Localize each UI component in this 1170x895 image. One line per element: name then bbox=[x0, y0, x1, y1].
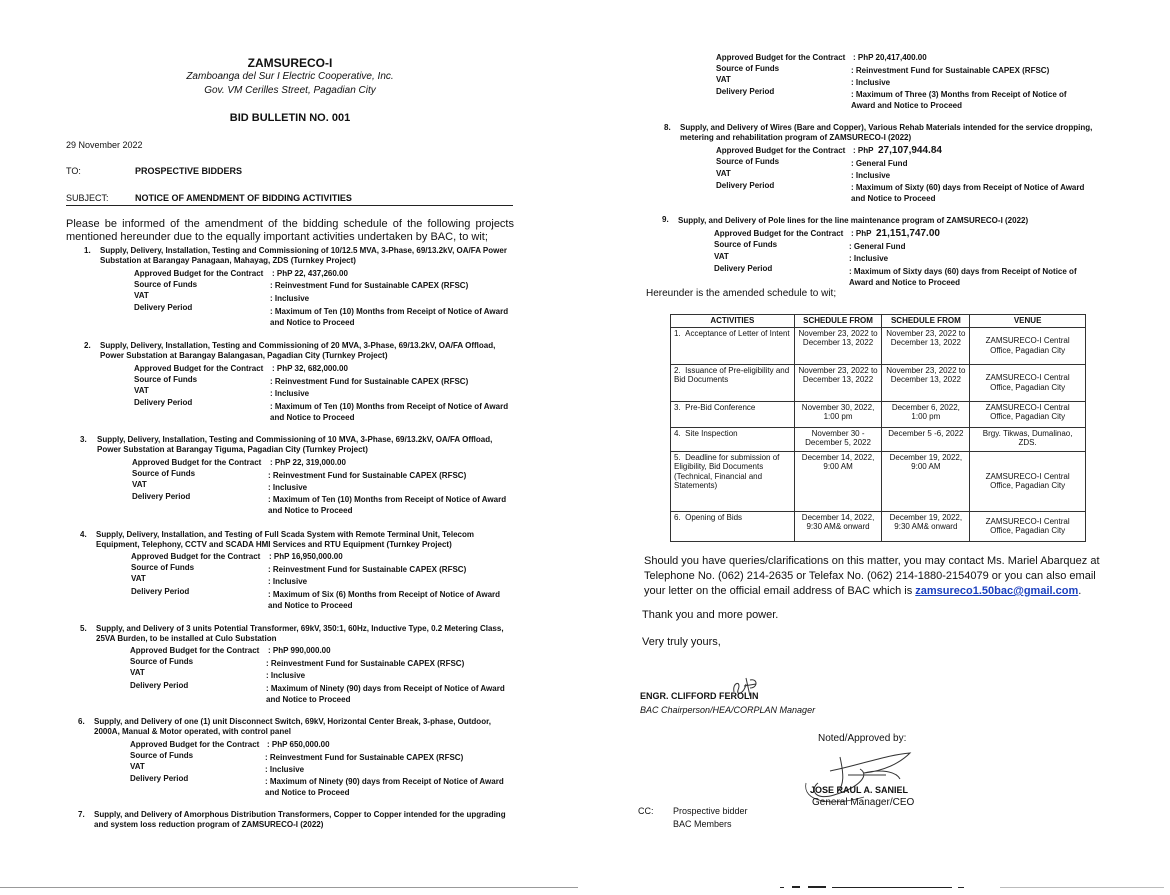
dp-label: Delivery Period bbox=[132, 492, 191, 501]
header-schedule-from: SCHEDULE FROM bbox=[794, 315, 882, 328]
project-number: 2. bbox=[84, 341, 91, 350]
abc-label: Approved Budget for the Contract bbox=[130, 740, 260, 749]
project-title: Supply, and Delivery of Wires (Bare and Copper), Various Rehab Materials intended for the service dropping, metering and rehabilitation program of ZAMSURECO-I (2022) bbox=[680, 123, 1093, 142]
subject-label: SUBJECT: bbox=[66, 193, 109, 203]
sof-label: Source of Funds bbox=[134, 280, 198, 289]
project-number: 8. bbox=[664, 123, 671, 132]
sof-value: : Reinvestment Fund for Sustainable CAPEX (RFSC) bbox=[266, 659, 465, 668]
schedule-to-cell: December 19, 2022, 9:30 AM& onward bbox=[882, 511, 970, 541]
dp-value: : Maximum of Three (3) Months from Receipt of Notice of Award and Notice to Proceed bbox=[851, 90, 1067, 110]
footer-dash bbox=[792, 886, 800, 888]
dp-label: Delivery Period bbox=[130, 774, 189, 783]
footer-line bbox=[832, 887, 952, 888]
vat-label: VAT bbox=[716, 75, 731, 84]
sof-value: : Reinvestment Fund for Sustainable CAPEX (RFSC) bbox=[270, 377, 469, 386]
header-schedule-to: SCHEDULE FROM bbox=[882, 315, 970, 328]
activity-cell bbox=[671, 327, 795, 364]
signatory2-name: JOSE RAUL A. SANIEL bbox=[810, 785, 909, 795]
table-row bbox=[671, 327, 1086, 364]
activity-text: Opening of Bids bbox=[685, 512, 743, 522]
abc-value: 27,107,944.84 bbox=[878, 145, 942, 156]
signatory1-name: ENGR. CLIFFORD FEROLIN bbox=[640, 691, 759, 701]
queries-paragraph: Should you have queries/clarifications on this matter, you may contact Ms. Mariel Abarquez at Telephone No. (062) 214-2635 or Telefax No. (062) 214-1880-2154079 or you can also email your letter on the official email address of BAC which is zamsureco1.50bac@gmail.com. bbox=[644, 555, 1100, 597]
vat-value: : Inclusive bbox=[851, 171, 891, 180]
page-2 bbox=[588, 0, 1170, 895]
abc-value: : PhP 20,417,400.00 bbox=[853, 53, 927, 62]
sof-value: : General Fund bbox=[849, 242, 906, 251]
vat-value: : Inclusive bbox=[266, 671, 306, 680]
project-title: Supply, Delivery, Installation, Testing and Commissioning of 10 MVA, 3-Phase, 69/13.2kV, OA/FA Offload, Power Substation at Barangay Tiguma, Pagadian City (Turnkey Project) bbox=[97, 435, 493, 454]
sof-value: : Reinvestment Fund for Sustainable CAPEX (RFSC) bbox=[851, 66, 1050, 75]
sof-label: Source of Funds bbox=[134, 375, 198, 384]
project-title: Supply, and Delivery of Amorphous Distribution Transformers, Copper to Copper intended for the upgrading and system loss reduction program of ZAMSURECO-I (2022) bbox=[94, 810, 506, 829]
footer-dash bbox=[808, 886, 826, 888]
abc-label: Approved Budget for the Contract bbox=[716, 53, 846, 62]
dp-value: : Maximum of Ninety (90) days from Receipt of Notice of Award and Notice to Proceed bbox=[265, 777, 504, 797]
abc-label: Approved Budget for the Contract bbox=[130, 646, 260, 655]
dp-label: Delivery Period bbox=[131, 587, 190, 596]
bulletin-number: BID BULLETIN NO. 001 bbox=[229, 112, 351, 124]
venue-cell: ZAMSURECO-I Central Office, Pagadian City bbox=[970, 327, 1086, 364]
queries-text: Should you have queries/clarifications on this matter, you may contact Ms. Mariel Abarquez at Telephone No. (062) 214-2635 or Telefax No. (062) 214-1880-2154079 or you can also email your letter on the official email address of BAC which is bbox=[644, 555, 1100, 597]
venue-cell: ZAMSURECO-I Central Office, Pagadian City bbox=[970, 511, 1086, 541]
row-number: 2. bbox=[674, 365, 681, 375]
abc-label: Approved Budget for the Contract bbox=[131, 552, 261, 561]
activity-cell bbox=[671, 364, 795, 401]
sof-value: : Reinvestment Fund for Sustainable CAPEX (RFSC) bbox=[270, 281, 469, 290]
header-venue: VENUE bbox=[970, 315, 1086, 328]
abc-label: Approved Budget for the Contract bbox=[132, 458, 262, 467]
activity-text: Pre-Bid Conference bbox=[685, 402, 756, 412]
venue-cell: Brgy. Tikwas, Dumalinao, ZDS. bbox=[970, 427, 1086, 451]
dp-value: : Maximum of Sixty (60) days from Receipt of Notice of Award and Notice to Proceed bbox=[851, 183, 1085, 203]
project-number: 5. bbox=[80, 624, 87, 633]
vat-value: : Inclusive bbox=[265, 765, 305, 774]
schedule-from-cell: November 23, 2022 to December 13, 2022 bbox=[794, 364, 882, 401]
signature-saniel-image bbox=[800, 745, 920, 805]
org-full-name: Zamboanga del Sur I Electric Cooperative, Inc. bbox=[186, 71, 394, 82]
activity-cell bbox=[671, 401, 795, 427]
abc-value: : PhP 990,000.00 bbox=[268, 646, 331, 655]
activity-cell bbox=[671, 427, 795, 451]
footer-dash bbox=[780, 887, 784, 888]
schedule-from-cell: December 14, 2022, 9:00 AM bbox=[794, 451, 882, 511]
signatory1-title: BAC Chairperson/HEA/CORPLAN Manager bbox=[640, 705, 816, 715]
vat-value: : Inclusive bbox=[268, 577, 308, 586]
schedule-to-cell: November 23, 2022 to December 13, 2022 bbox=[882, 364, 970, 401]
vat-label: VAT bbox=[131, 574, 146, 583]
page-1 bbox=[0, 0, 580, 895]
vat-value: : Inclusive bbox=[270, 294, 310, 303]
cc-label: CC: bbox=[638, 806, 654, 816]
dp-label: Delivery Period bbox=[716, 181, 775, 190]
vat-label: VAT bbox=[714, 252, 729, 261]
project-number: 9. bbox=[662, 215, 669, 224]
to-label: TO: bbox=[66, 166, 81, 176]
footer-line bbox=[1000, 887, 1164, 888]
sof-label: Source of Funds bbox=[130, 751, 194, 760]
vat-label: VAT bbox=[134, 386, 149, 395]
sof-label: Source of Funds bbox=[716, 64, 780, 73]
subject-value: NOTICE OF AMENDMENT OF BIDDING ACTIVITIES bbox=[135, 193, 352, 203]
venue-cell: ZAMSURECO-I Central Office, Pagadian City bbox=[970, 451, 1086, 511]
project-number: 1. bbox=[84, 246, 91, 255]
vat-label: VAT bbox=[130, 762, 145, 771]
project-title: Supply, and Delivery of one (1) unit Disconnect Switch, 69kV, Horizontal Center Break, 3-phase, Outdoor, 2000A, Manual & Motor operated, with control panel bbox=[94, 717, 491, 736]
project-number: 3. bbox=[80, 435, 87, 444]
vat-value: : Inclusive bbox=[849, 254, 889, 263]
intro-paragraph: Please be informed of the amendment of the bidding schedule of the following projects mentioned hereunder due to the equally important activities undertaken by BAC, to wit; bbox=[66, 218, 514, 243]
dp-label: Delivery Period bbox=[134, 303, 193, 312]
row-number: 5. bbox=[674, 452, 681, 462]
table-row bbox=[671, 427, 1086, 451]
dp-label: Delivery Period bbox=[130, 681, 189, 690]
dp-value: : Maximum of Ten (10) Months from Receipt of Notice of Award and Notice to Proceed bbox=[270, 307, 509, 327]
abc-value: : PhP 22, 437,260.00 bbox=[272, 269, 348, 278]
project-number: 6. bbox=[78, 717, 85, 726]
sof-label: Source of Funds bbox=[716, 157, 780, 166]
schedule-header-row bbox=[671, 315, 1086, 328]
schedule-to-cell: December 19, 2022, 9:00 AM bbox=[882, 451, 970, 511]
dp-label: Delivery Period bbox=[134, 398, 193, 407]
project-title: Supply, Delivery, Installation, Testing and Commissioning of 20 MVA, 3-Phase, 69/13.2kV, OA/FA Offload, Power Substation at Barangay Balangasan, Pagadian City (Turnkey Project) bbox=[100, 341, 496, 360]
abc-label: Approved Budget for the Contract bbox=[716, 146, 846, 155]
activity-cell bbox=[671, 451, 795, 511]
vat-label: VAT bbox=[716, 169, 731, 178]
vat-label: VAT bbox=[130, 668, 145, 677]
dp-value: : Maximum of Six (6) Months from Receipt of Notice of Award and Notice to Proceed bbox=[268, 590, 501, 610]
closing-line: Very truly yours, bbox=[642, 636, 721, 648]
abc-value: : PhP 22, 319,000.00 bbox=[270, 458, 346, 467]
dp-value: : Maximum of Ninety (90) days from Receipt of Notice of Award and Notice to Proceed bbox=[266, 684, 505, 704]
abc-label: Approved Budget for the Contract bbox=[714, 229, 844, 238]
abc-prefix: : PhP bbox=[851, 229, 872, 238]
abc-value: : PhP 650,000.00 bbox=[267, 740, 330, 749]
schedule-to-cell: December 5 -6, 2022 bbox=[882, 427, 970, 451]
schedule-to-cell: December 6, 2022, 1:00 pm bbox=[882, 401, 970, 427]
org-name: ZAMSURECO-I bbox=[247, 56, 333, 70]
abc-label: Approved Budget for the Contract bbox=[134, 364, 264, 373]
dp-label: Delivery Period bbox=[716, 87, 775, 96]
vat-value: : Inclusive bbox=[851, 78, 891, 87]
schedule-from-cell: November 23, 2022 to December 13, 2022 bbox=[794, 327, 882, 364]
project-title: Supply, Delivery, Installation, and Testing of Full Scada System with Remote Terminal Unit, Telecom Equipment, Telephony, CCTV and SCADA HMI Services and RTU Equipment (Turnkey Project) bbox=[96, 530, 474, 549]
dp-value: : Maximum of Ten (10) Months from Receipt of Notice of Award and Notice to Proceed bbox=[268, 495, 507, 515]
schedule-from-cell: November 30, 2022, 1:00 pm bbox=[794, 401, 882, 427]
footer-dash bbox=[958, 887, 964, 888]
vat-label: VAT bbox=[132, 480, 147, 489]
activity-cell bbox=[671, 511, 795, 541]
to-value: PROSPECTIVE BIDDERS bbox=[135, 166, 243, 176]
dp-value: : Maximum of Ten (10) Months from Receipt of Notice of Award and Notice to Proceed bbox=[270, 402, 509, 422]
abc-value: 21,151,747.00 bbox=[876, 228, 940, 239]
project-number: 7. bbox=[78, 810, 85, 819]
schedule-table bbox=[670, 314, 1086, 542]
vat-value: : Inclusive bbox=[270, 389, 310, 398]
project-title: Supply, and Delivery of Pole lines for the line maintenance program of ZAMSURECO-I (2022) bbox=[678, 216, 1029, 225]
org-address: Gov. VM Cerilles Street, Pagadian City bbox=[204, 85, 376, 96]
sof-label: Source of Funds bbox=[132, 469, 196, 478]
venue-cell: ZAMSURECO-I Central Office, Pagadian City bbox=[970, 364, 1086, 401]
row-number: 1. bbox=[674, 328, 681, 338]
cc-item: BAC Members bbox=[673, 819, 732, 829]
abc-prefix: : PhP bbox=[853, 146, 874, 155]
abc-value: : PhP 32, 682,000.00 bbox=[272, 364, 348, 373]
abc-value: : PhP 16,950,000.00 bbox=[269, 552, 343, 561]
row-number: 3. bbox=[674, 402, 681, 412]
table-row bbox=[671, 401, 1086, 427]
page-bottom-edge bbox=[0, 887, 578, 888]
schedule-to-cell: November 23, 2022 to December 13, 2022 bbox=[882, 327, 970, 364]
bac-email-link[interactable]: zamsureco1.50bac@gmail.com bbox=[915, 585, 1079, 597]
abc-label: Approved Budget for the Contract bbox=[134, 269, 264, 278]
sof-value: : General Fund bbox=[851, 159, 908, 168]
row-number: 6. bbox=[674, 512, 681, 522]
thanks-line: Thank you and more power. bbox=[642, 609, 779, 621]
sof-value: : Reinvestment Fund for Sustainable CAPEX (RFSC) bbox=[268, 471, 467, 480]
activity-text: Issuance of Pre-eligibility and Bid Documents bbox=[674, 365, 790, 385]
row-number: 4. bbox=[674, 428, 681, 438]
vat-label: VAT bbox=[134, 291, 149, 300]
header-activities: ACTIVITIES bbox=[671, 315, 795, 328]
letter-date: 29 November 2022 bbox=[66, 140, 143, 150]
vat-value: : Inclusive bbox=[268, 483, 308, 492]
dp-value: : Maximum of Sixty days (60) days from Receipt of Notice of Award and Notice to Proceed bbox=[849, 267, 1077, 287]
signatory2-title: General Manager/CEO bbox=[812, 797, 915, 808]
dp-label: Delivery Period bbox=[714, 264, 773, 273]
project-number: 4. bbox=[80, 530, 87, 539]
project-title: Supply, Delivery, Installation, Testing and Commissioning of 10/12.5 MVA, 3-Phase, 69/13.2kV, OA/FA Power Substation at Barangay Panagaan, Mahayag, ZDS (Turnkey Project) bbox=[100, 246, 507, 265]
noted-approved-label: Noted/Approved by: bbox=[818, 733, 907, 744]
table-row bbox=[671, 364, 1086, 401]
project-title: Supply, and Delivery of 3 units Potential Transformer, 69kV, 350:1, 60Hz, Inductive Type, 0.2 Metering Class, 25VA Burden, to be installed at Culo Substation bbox=[96, 624, 504, 643]
sof-value: : Reinvestment Fund for Sustainable CAPEX (RFSC) bbox=[265, 753, 464, 762]
schedule-from-cell: December 14, 2022, 9:30 AM& onward bbox=[794, 511, 882, 541]
activity-text: Deadline for submission of Eligibility, Bid Documents (Technical, Financial and Statements) bbox=[674, 452, 780, 491]
table-row bbox=[671, 451, 1086, 511]
activity-text: Site Inspection bbox=[685, 428, 738, 438]
schedule-from-cell: November 30 - December 5, 2022 bbox=[794, 427, 882, 451]
schedule-intro: Hereunder is the amended schedule to wit; bbox=[646, 288, 837, 299]
cc-item: Prospective bidder bbox=[673, 806, 748, 816]
activity-text: Acceptance of Letter of Intent bbox=[685, 328, 790, 338]
table-row bbox=[671, 511, 1086, 541]
venue-cell: ZAMSURECO-I Central Office, Pagadian City bbox=[970, 401, 1086, 427]
sof-label: Source of Funds bbox=[131, 563, 195, 572]
subject-underline bbox=[66, 205, 513, 206]
sof-label: Source of Funds bbox=[714, 240, 778, 249]
sof-label: Source of Funds bbox=[130, 657, 194, 666]
sof-value: : Reinvestment Fund for Sustainable CAPEX (RFSC) bbox=[268, 565, 467, 574]
